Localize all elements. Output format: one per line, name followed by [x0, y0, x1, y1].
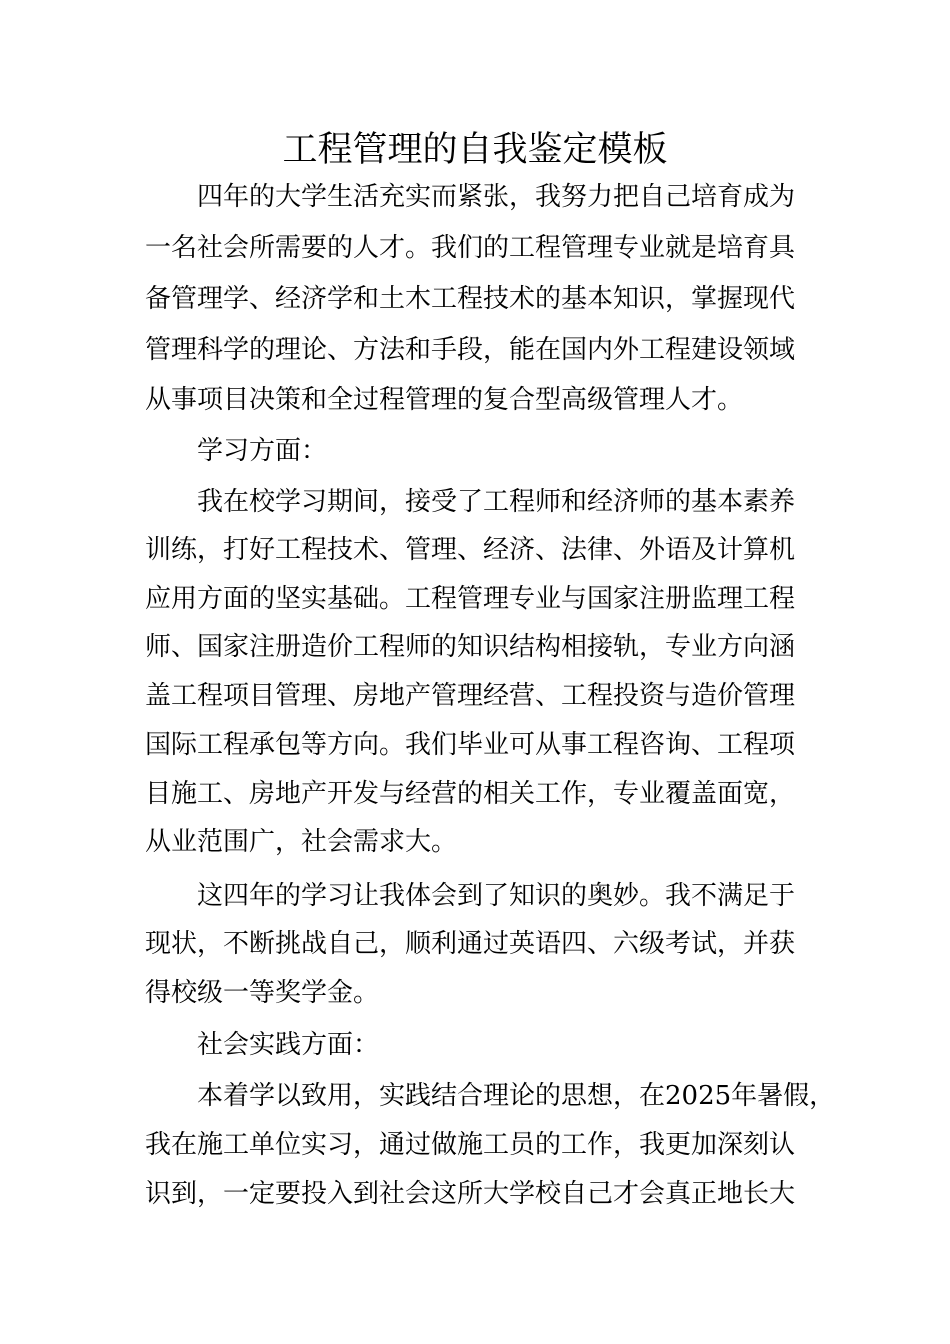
- paragraph-line: 这四年的学习让我体会到了知识的奥妙。我不满足于: [197, 881, 796, 911]
- paragraph-line: 我在校学习期间，接受了工程师和经济师的基本素养: [197, 487, 796, 517]
- paragraph-line: 师、国家注册造价工程师的知识结构相接轨，专业方向涵: [145, 632, 796, 662]
- paragraph-line: 一名社会所需要的人才。我们的工程管理专业就是培育具: [145, 233, 796, 263]
- paragraph-line: 从事项目决策和全过程管理的复合型高级管理人才。: [145, 385, 744, 415]
- paragraph-line: 四年的大学生活充实而紧张，我努力把自己培育成为: [197, 182, 796, 212]
- section-heading-study: 学习方面：: [197, 436, 328, 466]
- paragraph-line: 目施工、房地产开发与经营的相关工作，专业覆盖面宽，: [145, 779, 796, 809]
- paragraph-line: 识到，一定要投入到社会这所大学校自己才会真正地长大: [145, 1179, 796, 1209]
- paragraph-line: 我在施工单位实习，通过做施工员的工作，我更加深刻认: [145, 1130, 796, 1160]
- paragraph-line: 国际工程承包等方向。我们毕业可从事工程咨询、工程项: [145, 730, 796, 760]
- paragraph-line: 训练，打好工程技术、管理、经济、法律、外语及计算机: [145, 535, 796, 565]
- paragraph-line: 从业范围广，社会需求大。: [145, 827, 458, 857]
- paragraph-line: 备管理学、经济学和土木工程技术的基本知识，掌握现代: [145, 284, 796, 314]
- paragraph-line: 管理科学的理论、方法和手段，能在国内外工程建设领域: [145, 335, 796, 365]
- paragraph-line: 应用方面的坚实基础。工程管理专业与国家注册监理工程: [145, 584, 796, 614]
- section-heading-practice: 社会实践方面：: [197, 1030, 380, 1060]
- paragraph-line: 得校级一等奖学金。: [145, 978, 380, 1008]
- document-title: 工程管理的自我鉴定模板: [282, 130, 668, 170]
- paragraph-line: 盖工程项目管理、房地产管理经营、工程投资与造价管理: [145, 681, 796, 711]
- paragraph-line: 现状，不断挑战自己，顺利通过英语四、六级考试，并获: [145, 929, 796, 959]
- paragraph-line: 本着学以致用，实践结合理论的思想，在2025年暑假，: [197, 1081, 836, 1111]
